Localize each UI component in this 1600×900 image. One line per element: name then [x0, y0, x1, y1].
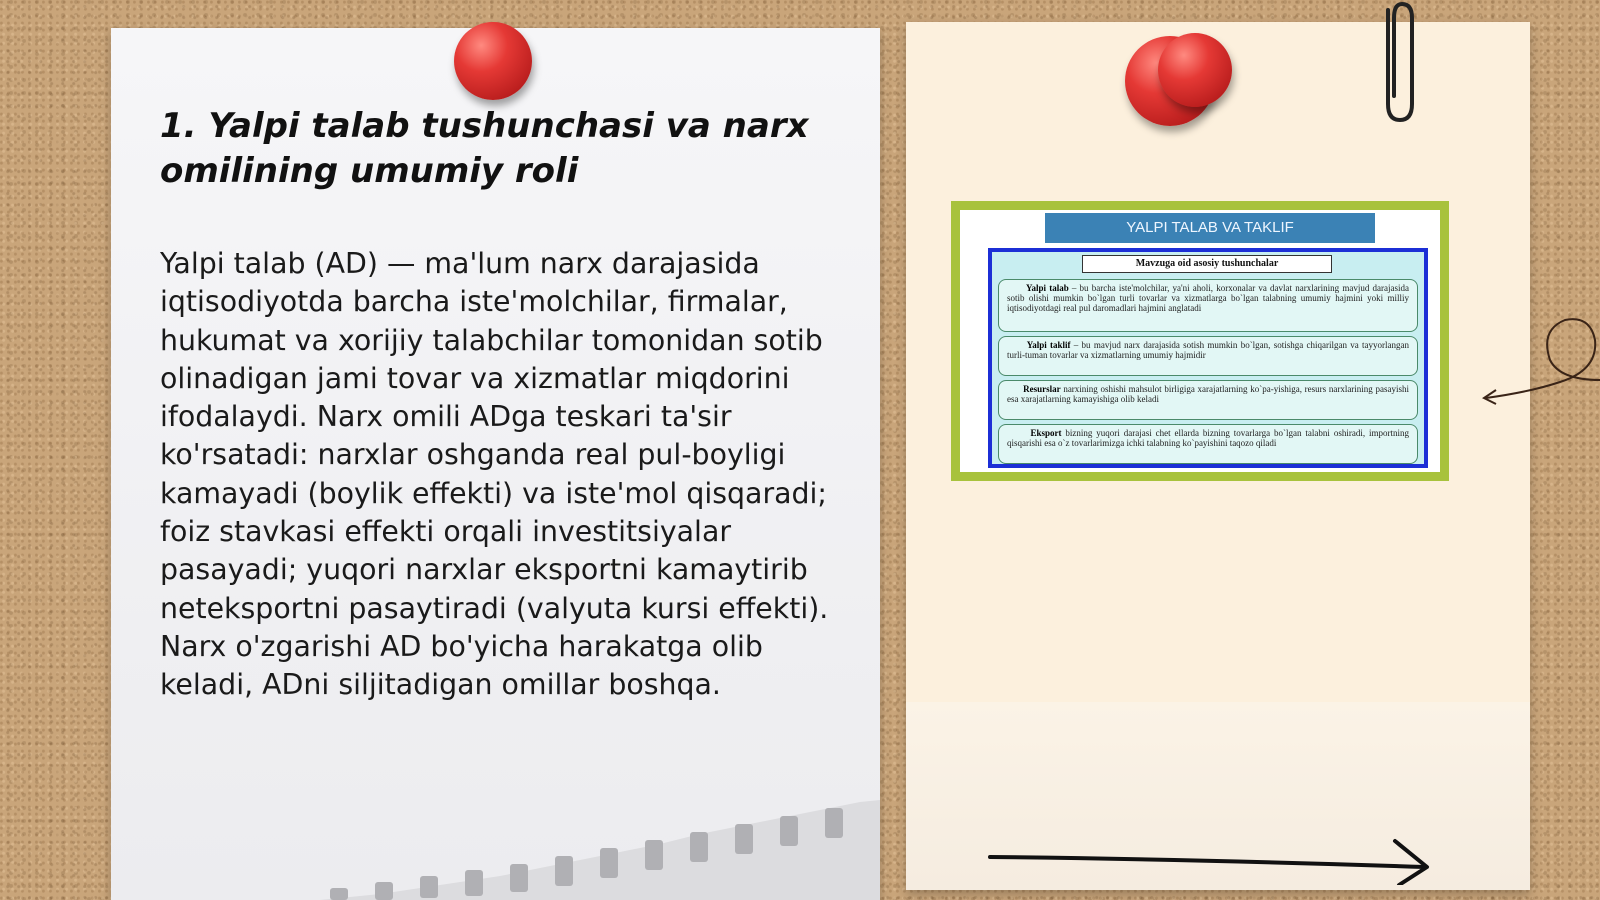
definitions-subtitle: Mavzuga oid asosiy tushunchalar: [1082, 255, 1332, 273]
pushpin-icon: [1158, 33, 1232, 107]
definition-item: [998, 424, 1418, 464]
right-arrow-icon: [985, 835, 1445, 885]
slide-body-text: Yalpi talab (AD) — ma'lum narx darajasida iqtisodiyotda barcha iste'molchilar, firmalar, hukumat va xorijiy talabchilar tomonidan sotib olinadigan jami tovar va xizmatlar miqdorini ifodalaydi. Narx omili ADga teskari ta'sir ko'rsatadi: narxlar oshganda real pul-boyligi kamayadi (boylik effekti) va iste'mol qisqaradi; foiz stavkasi effekti orqali investitsiyalar pasayadi; yuqori narxlar eksportni kamaytirib neteksportni pasaytiradi (valyuta kursi effekti). Narx o'zgarishi AD bo'yicha harakatga olib keladi, ADni siljitadigan omillar boshqa.: [160, 247, 829, 702]
definition-text: – bu mavjud narx darajasida sotish mumkin bo`lgan, sotishga chiqarilgan va tayyorlangan turli-tuman tovarlar va xizmatlarning umumiy hajmidir: [1007, 340, 1410, 360]
definition-term: Resurslar: [1023, 384, 1061, 394]
definition-term: Yalpi taklif: [1026, 340, 1071, 350]
definition-item: [998, 279, 1418, 332]
infographic-panel: [951, 201, 1449, 481]
definitions-frame: [988, 248, 1428, 468]
infographic-title: YALPI TALAB VA TAKLIF: [1045, 213, 1375, 243]
definition-item: [998, 336, 1418, 376]
definition-text: – bu barcha iste'molchilar, ya'ni aholi, korxonalar va davlat narxlarining mavjud darajasida sotib olishi mumkin bo`lgan turli tovarlar va xizmatlarga bo`lgan talabning umumiy hajmini yoki milliy iqtisodiyotdagi real pul daromadlari hajmini anglatadi: [1007, 283, 1409, 313]
definition-term: Yalpi talab: [1026, 283, 1069, 293]
pushpin-icon: [454, 22, 532, 100]
slide-heading: 1. Yalpi talab tushunchasi va narx omilining umumiy roli: [160, 106, 809, 191]
definition-text: narxining oshishi mahsulot birligiga xarajatlarning ko`pa-yishiga, resurs narxlarining pasayishi esa xarajatlarning kamayishiga olib keladi: [1007, 384, 1409, 404]
definition-item: [998, 380, 1418, 420]
definition-term: Eksport: [1030, 428, 1062, 438]
curly-arrow-icon: [1480, 310, 1600, 410]
definition-text: bizning yuqori darajasi chet ellarda bizning tovarlarga bo`lgan talabni oshiradi, importning qisqarishi esa o`z tovarlarimizga ichki talabning ko`payishini taqozo qiladi: [1007, 428, 1409, 448]
paperclip-icon: [1378, 0, 1418, 126]
torn-paper-edge: [320, 800, 880, 900]
infographic-inner: [960, 210, 1440, 472]
